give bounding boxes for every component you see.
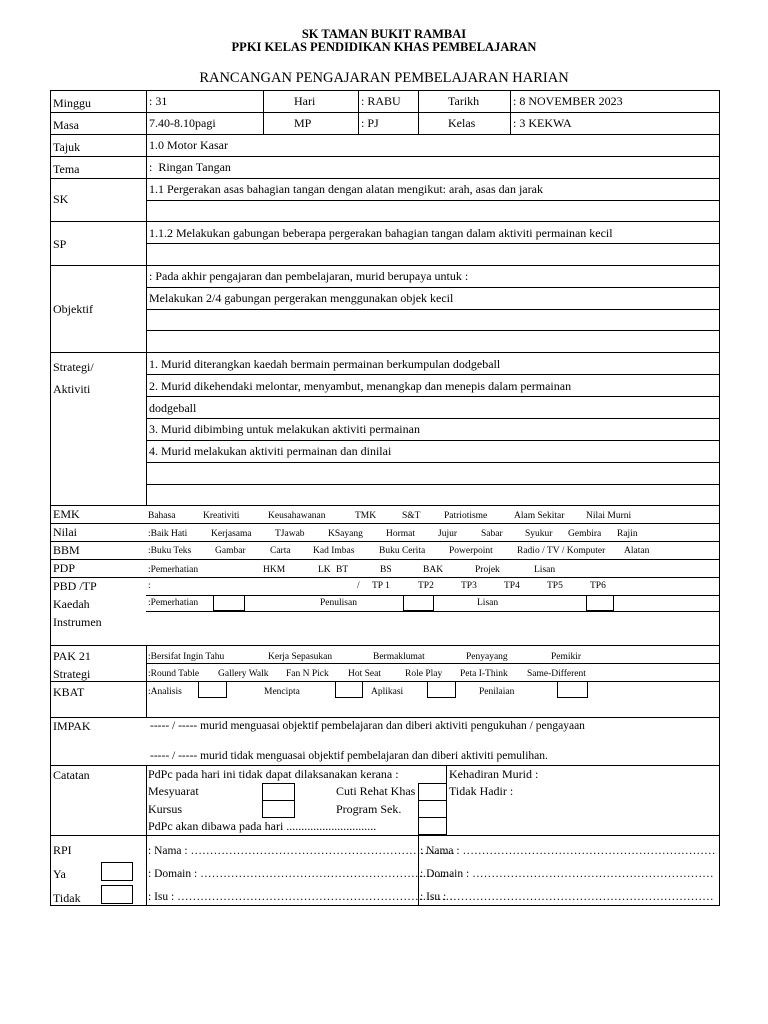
kbat-option: :Analisis	[148, 687, 182, 697]
tema-label: Tema	[53, 162, 80, 176]
catatan-label: Catatan	[53, 768, 90, 782]
emk-option[interactable]: Alam Sekitar	[514, 511, 565, 521]
kbat-label: KBAT	[53, 685, 85, 699]
kaedah-option: :Pemerhatian	[148, 598, 199, 608]
strategi-item[interactable]: 1. Murid diterangkan kaedah bermain permainan berkumpulan dodgeball	[149, 357, 501, 371]
tp-option[interactable]: TP3	[461, 581, 477, 591]
kaedah-label: Kaedah	[53, 597, 90, 611]
program-name: PPKI KELAS PENDIDIKAN KHAS PEMBELAJARAN	[231, 40, 537, 54]
tp-option[interactable]: TP2	[418, 581, 434, 591]
strategi-item[interactable]: 4. Murid melakukan aktiviti permainan dan dinilai	[149, 444, 392, 458]
pdp-option[interactable]: BAK	[423, 565, 444, 575]
sp-value[interactable]: 1.1.2 Melakukan gabungan beberapa pergerakan bahagian tangan dalam aktiviti permainan kecil	[149, 226, 613, 240]
nilai-option[interactable]: KSayang	[328, 529, 363, 539]
tp-option[interactable]: TP5	[547, 581, 563, 591]
hari-value[interactable]: : RABU	[361, 94, 401, 108]
kelas-label: Kelas	[448, 116, 476, 130]
emk-option[interactable]: Kreativiti	[203, 511, 240, 521]
objektif-intro: : Pada akhir pengajaran dan pembelajaran, murid berupaya untuk :	[149, 269, 469, 283]
tidak-checkbox[interactable]	[101, 885, 133, 904]
tp-option[interactable]: TP4	[504, 581, 520, 591]
rpi-isu-1[interactable]: : Isu : ………………………………………………………………	[148, 891, 454, 903]
pdp-option[interactable]: HKM	[263, 565, 286, 575]
emk-option[interactable]: Bahasa	[148, 511, 176, 521]
kehadiran-label[interactable]: Kehadiran Murid :	[449, 767, 539, 781]
aktiviti-label: Aktiviti	[53, 382, 91, 396]
rpi-domain-2[interactable]: : Domain : ………………………………………………………	[420, 868, 714, 880]
instrumen-label: Instrumen	[53, 615, 102, 629]
bbm-label: BBM	[53, 543, 80, 557]
minggu-label: Minggu	[53, 96, 92, 110]
tema-value[interactable]: : Ringan Tangan	[149, 160, 231, 174]
pak21-strategy-option[interactable]: Same-Different	[527, 669, 586, 679]
pak21-option[interactable]: Bermaklumat	[373, 652, 425, 662]
strategi-item[interactable]: 2. Murid dikehendaki melontar, menyambut, menangkap dan menepis dalam permainan	[149, 379, 572, 393]
kursus-label: Kursus	[148, 802, 183, 816]
kbat-option: Penilaian	[479, 687, 515, 697]
nilai-option[interactable]: Gembira	[568, 529, 602, 539]
tajuk-value[interactable]: 1.0 Motor Kasar	[149, 138, 228, 152]
school-name: SK TAMAN BUKIT RAMBAI	[301, 27, 467, 41]
pdp-option[interactable]: Lisan	[534, 565, 556, 575]
tp-option[interactable]: TP6	[590, 581, 606, 591]
pbd-slash: /	[357, 581, 360, 591]
kaedah-option: Penulisan	[320, 598, 357, 608]
pak21-option[interactable]: Kerja Sepasukan	[268, 652, 333, 662]
pbd-colon: :	[148, 581, 151, 591]
pdp-option[interactable]: :Pemerhatian	[148, 565, 199, 575]
pak21-strategy-option[interactable]: Fan N Pick	[286, 669, 329, 679]
sk-label: SK	[53, 192, 69, 206]
mesyuarat-label: Mesyuarat	[148, 784, 199, 798]
pdp-label: PDP	[53, 561, 76, 575]
cuti-checkbox[interactable]	[418, 783, 447, 801]
nilai-option[interactable]: Sabar	[481, 529, 503, 539]
pak21-strategy-option[interactable]: :Round Table	[148, 669, 200, 679]
minggu-value[interactable]: : 31	[149, 94, 168, 108]
nilai-option[interactable]: Hormat	[386, 529, 416, 539]
mp-label: MP	[294, 116, 312, 130]
tarikh-value[interactable]: : 8 NOVEMBER 2023	[513, 94, 623, 108]
kursus-checkbox[interactable]	[262, 800, 295, 818]
strategi-label: Strategi/	[53, 360, 94, 374]
emk-label: EMK	[53, 507, 80, 521]
pak21-option[interactable]: Penyayang	[466, 652, 508, 662]
tajuk-label: Tajuk	[53, 140, 81, 154]
bbm-option[interactable]: Carta	[270, 546, 291, 556]
analisis-checkbox[interactable]	[198, 681, 227, 698]
program-checkbox[interactable]	[418, 800, 447, 818]
bbm-option[interactable]: Powerpoint	[449, 546, 493, 556]
nilai-option[interactable]: Syukur	[525, 529, 553, 539]
aplikasi-checkbox[interactable]	[427, 681, 456, 698]
pbd-label: PBD /TP	[53, 579, 97, 593]
rpi-nama-2[interactable]: : Nama : …………………………………………………………	[420, 845, 716, 857]
ya-label: Ya	[53, 867, 66, 881]
nilai-option[interactable]: :Baik Hati	[148, 529, 188, 539]
lisan-checkbox[interactable]	[586, 595, 614, 611]
penulisan-checkbox[interactable]	[403, 595, 434, 611]
rpi-isu-2[interactable]: : Isu : ……………………………………………………………	[420, 891, 714, 903]
sp-label: SP	[53, 237, 67, 251]
masa-value[interactable]: 7.40-8.10pagi	[149, 116, 216, 130]
pak21-strategy-option[interactable]: Role Play	[405, 669, 443, 679]
kbat-option: Mencipta	[264, 687, 300, 697]
pak21-strategy-option[interactable]: Peta I-Think	[460, 669, 508, 679]
nilai-label: Nilai	[53, 525, 77, 539]
emk-option[interactable]: Patriotisme	[444, 511, 488, 521]
kaedah-option: Lisan	[477, 598, 499, 608]
sk-value[interactable]: 1.1 Pergerakan asas bahagian tangan dengan alatan mengikut: arah, asas dan jarak	[149, 182, 543, 196]
strategi-item[interactable]: dodgeball	[149, 401, 197, 415]
hari-label: Hari	[294, 94, 316, 108]
mencipta-checkbox[interactable]	[335, 681, 363, 698]
pdp-option[interactable]: Projek	[475, 565, 500, 575]
pak21-strategy-option[interactable]: Hot Seat	[348, 669, 381, 679]
bbm-option[interactable]: Buku Cerita	[379, 546, 426, 556]
pak21-option[interactable]: :Bersifat Ingin Tahu	[148, 652, 225, 662]
emk-option[interactable]: S&T	[402, 511, 421, 521]
pak21-strategy-option[interactable]: Gallery Walk	[218, 669, 269, 679]
program-label: Program Sek.	[336, 802, 402, 816]
pdp-option[interactable]: LK	[318, 565, 331, 575]
bbm-option[interactable]: Radio / TV / Komputer	[517, 546, 606, 556]
pdp-option[interactable]: BT	[336, 565, 349, 575]
pak21-option[interactable]: Pemikir	[551, 652, 582, 662]
pemerhatian-checkbox[interactable]	[213, 595, 245, 611]
ya-checkbox[interactable]	[101, 862, 133, 881]
nilai-option[interactable]: Rajin	[617, 529, 638, 539]
bbm-option[interactable]: :Buku Teks	[148, 546, 192, 556]
catatan-intro: PdPc pada hari ini tidak dapat dilaksanakan kerana :	[148, 767, 399, 781]
pak21-label: PAK 21	[53, 649, 91, 663]
cuti-label: Cuti Rehat Khas	[336, 784, 416, 798]
impak-line-1[interactable]: ----- / ----- murid menguasai objektif pembelajaran dan diberi aktiviti pengukuhan / pengayaan	[150, 720, 585, 732]
emk-option[interactable]: Keusahawanan	[268, 511, 326, 521]
dibawa-text[interactable]: PdPc akan dibawa pada hari ..............................	[148, 819, 377, 833]
tp-option[interactable]: TP 1	[372, 581, 390, 591]
kelas-value[interactable]: : 3 KEKWA	[513, 116, 572, 130]
bbm-option[interactable]: Alatan	[624, 546, 650, 556]
impak-line-2[interactable]: ----- / ----- murid tidak menguasai objektif pembelajaran dan diberi aktiviti pemulihan.	[150, 750, 548, 762]
emk-option[interactable]: TMK	[355, 511, 377, 521]
document-title: RANCANGAN PENGAJARAN PEMBELAJARAN HARIAN	[199, 70, 569, 86]
tarikh-label: Tarikh	[448, 94, 480, 108]
nilai-option[interactable]: Jujur	[438, 529, 457, 539]
strategi-item[interactable]: 3. Murid dibimbing untuk melakukan aktiviti permainan	[149, 422, 420, 436]
objektif-label: Objektif	[53, 302, 93, 316]
pak21-strategi-label: Strategi	[53, 667, 91, 681]
rpi-domain-1[interactable]: : Domain : …………………………………………………………	[148, 868, 454, 880]
tidak-hadir-label[interactable]: Tidak Hadir :	[449, 784, 514, 798]
masa-label: Masa	[53, 118, 79, 132]
emk-option[interactable]: Nilai Murni	[586, 511, 632, 521]
extra-checkbox[interactable]	[418, 817, 447, 835]
objektif-item[interactable]: Melakukan 2/4 gabungan pergerakan menggunakan objek kecil	[149, 291, 454, 305]
tidak-label: Tidak	[53, 891, 81, 905]
bbm-option[interactable]: Gambar	[215, 546, 246, 556]
impak-label: IMPAK	[53, 719, 91, 733]
rpi-label: RPI	[53, 843, 72, 857]
kbat-option: Aplikasi	[371, 687, 404, 697]
mp-value[interactable]: : PJ	[361, 116, 379, 130]
nilai-option[interactable]: TJawab	[275, 529, 305, 539]
mesyuarat-checkbox[interactable]	[262, 783, 295, 801]
penilaian-checkbox[interactable]	[557, 681, 588, 698]
pdp-option[interactable]: BS	[380, 565, 392, 575]
bbm-option[interactable]: Kad Imbas	[313, 546, 355, 556]
nilai-option[interactable]: Kerjasama	[211, 529, 252, 539]
rpi-nama-1[interactable]: : Nama : ……………………………………………………………	[148, 845, 455, 857]
